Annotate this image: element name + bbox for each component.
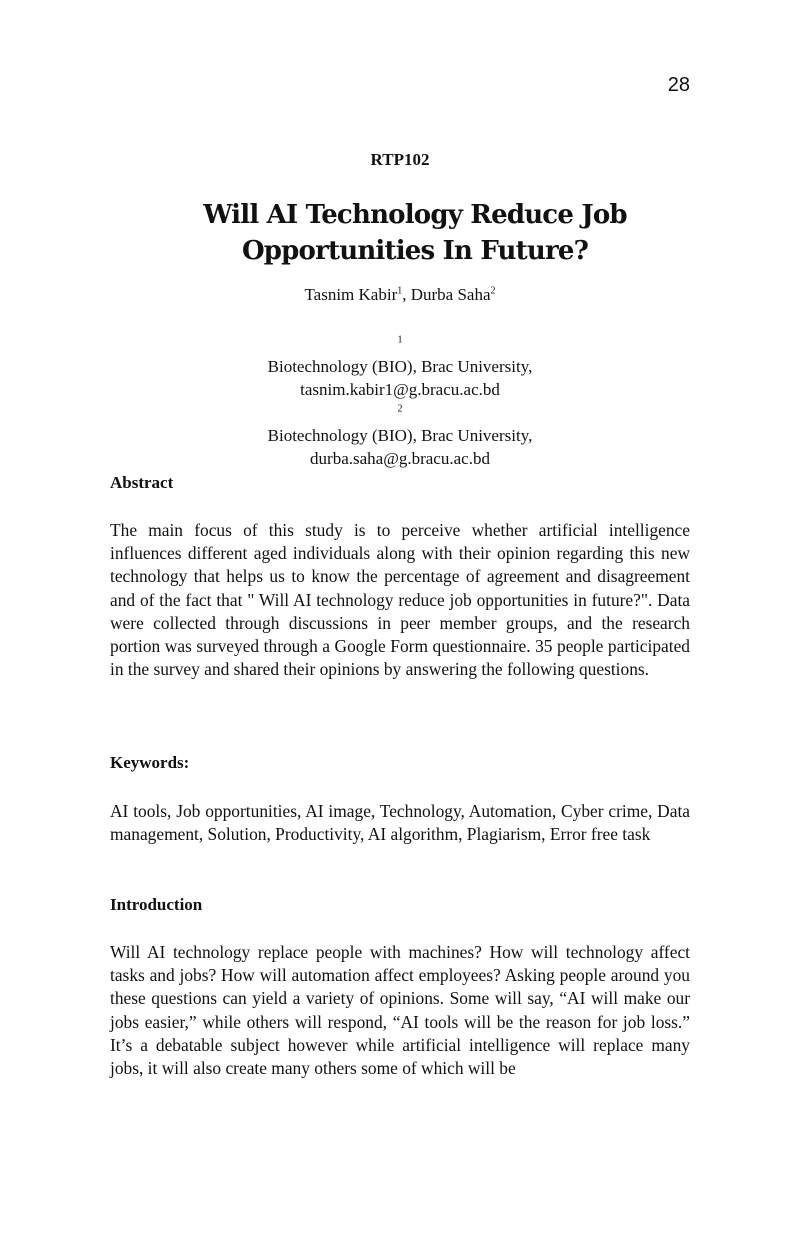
paper-title [0,197,800,269]
affiliation-2 [0,401,800,470]
affiliation-department [0,332,800,378]
keywords-text: AI tools, Job opportunities, AI image, Technology, Automation, Cyber crime, Data management, Solution, Productivity, AI algorithm, Plagiarism, Error free task [110,801,690,845]
affiliation-department-text: Biotechnology (BIO), Brac University, [267,426,533,445]
page-number: 28 [667,74,690,96]
affiliation-mark: 1 [397,285,403,297]
author-separator: , [402,285,411,304]
abstract-text: The main focus of this study is to perceive whether artificial intelligence influences different aged individuals along with their opinion regarding this new technology that helps us to know the percentage of agreement and disagreement and of the fact that " Will AI technology reduce job opportunities in future?". Data were collected through discussions in peer member groups, and the research portion was surveyed through a Google Form questionnaire. 35 people participated in the survey and shared their opinions by answering the following questions. [110,520,690,680]
author-name: Durba Saha [410,285,491,304]
author-list [0,285,800,305]
affiliation-mark: 1 [397,334,403,346]
paper-code: RTP102 [370,150,430,169]
author-name: Tasnim Kabir [304,285,398,304]
affiliation-1 [0,332,800,401]
author-email: durba.saha@g.bracu.ac.bd [310,449,490,468]
abstract-heading: Abstract [110,473,174,492]
affiliation-department [0,401,800,447]
affiliation-mark: 2 [397,403,403,415]
introduction-heading: Introduction [110,895,203,914]
affiliation-mark: 2 [490,285,496,297]
paper-title-line-1: Will AI Technology Reduce Job [203,200,627,230]
affiliation-department-text: Biotechnology (BIO), Brac University, [267,357,533,376]
introduction-text: Will AI technology replace people with machines? How will technology affect tasks and jobs? How will automation affect employees? Asking people around you these questions can yield a variety of opinions. Some will say, “AI will make our jobs easier,” while others will respond, “AI tools will be the reason for job loss.” It’s a debatable subject however while artificial intelligence will replace many jobs, it will also create many others some of which will be [110,942,690,1079]
author-email: tasnim.kabir1@g.bracu.ac.bd [300,380,500,399]
paper-title-line-2: Opportunities In Future? [241,236,589,266]
keywords-heading: Keywords: [110,753,190,772]
